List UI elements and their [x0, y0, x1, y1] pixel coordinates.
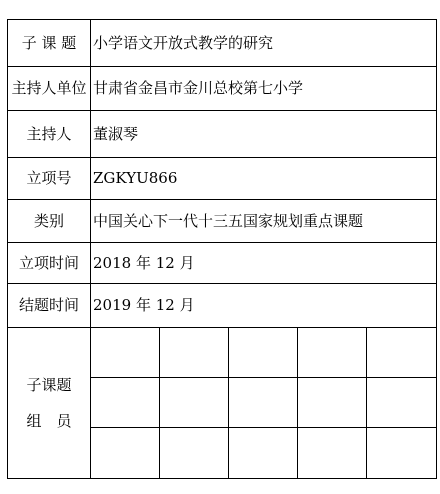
member-cell	[91, 378, 160, 428]
member-cell	[298, 328, 367, 378]
members-label-line2: 组 员	[26, 411, 72, 430]
row-approval-date	[8, 243, 437, 284]
project-number-label: 立项号	[8, 158, 91, 200]
members-row	[8, 328, 437, 378]
member-cell	[298, 378, 367, 428]
member-cell	[160, 378, 229, 428]
approval-date-label: 立项时间	[8, 243, 91, 284]
row-host	[8, 111, 437, 158]
members-label	[8, 328, 91, 479]
member-cell	[160, 328, 229, 378]
host-unit-label: 主持人单位	[8, 67, 91, 111]
member-cell	[229, 328, 298, 378]
member-cell	[298, 428, 367, 479]
completion-date-label: 结题时间	[8, 284, 91, 328]
member-cell	[229, 378, 298, 428]
member-cell	[91, 328, 160, 378]
subtopic-label: 子 课 题	[8, 20, 91, 67]
subtopic-value: 小学语文开放式教学的研究	[91, 20, 437, 67]
row-host-unit	[8, 67, 437, 111]
category-value: 中国关心下一代十三五国家规划重点课题	[91, 200, 437, 243]
member-cell	[367, 378, 437, 428]
member-cell	[229, 428, 298, 479]
project-number-value: ZGKYU866	[91, 158, 437, 200]
row-category	[8, 200, 437, 243]
completion-date-value: 2019 年 12 月	[91, 284, 437, 328]
host-unit-value: 甘肃省金昌市金川总校第七小学	[91, 67, 437, 111]
members-label-line1: 子课题	[26, 375, 72, 394]
member-cell	[367, 428, 437, 479]
row-subtopic	[8, 20, 437, 67]
category-label: 类别	[8, 200, 91, 243]
approval-date-value: 2018 年 12 月	[91, 243, 437, 284]
row-completion-date	[8, 284, 437, 328]
member-cell	[367, 328, 437, 378]
project-info-table	[7, 19, 437, 479]
member-cell	[160, 428, 229, 479]
host-value: 董淑琴	[91, 111, 437, 158]
host-label: 主持人	[8, 111, 91, 158]
row-project-number	[8, 158, 437, 200]
member-cell	[91, 428, 160, 479]
